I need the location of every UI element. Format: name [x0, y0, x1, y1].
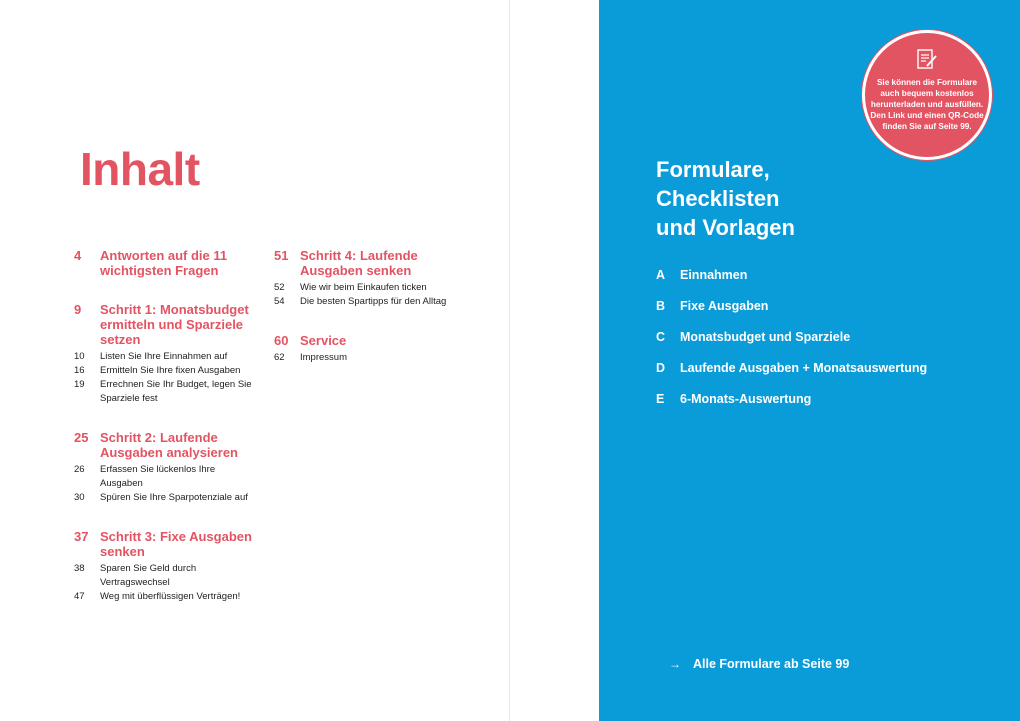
toc-chapter[interactable]	[274, 333, 459, 348]
toc-entry[interactable]	[74, 378, 259, 406]
entry-title: Wie wir beim Einkaufen ticken	[300, 282, 427, 293]
entry-title: Weg mit überflüssigen Verträgen!	[100, 591, 241, 602]
toc-entry[interactable]	[74, 350, 259, 364]
entry-title: Spüren Sie Ihre Sparpotenziale auf	[100, 492, 248, 503]
toc-chapter[interactable]	[74, 248, 259, 278]
entry-title: Die besten Spartipps für den Alltag	[300, 296, 447, 307]
entry-title: Sparen Sie Geld durch Vertragswechsel	[100, 563, 197, 588]
forms-list	[656, 268, 927, 423]
toc-column-2	[274, 248, 459, 389]
form-edit-icon	[914, 47, 940, 73]
toc-group	[274, 248, 459, 309]
toc-group	[74, 430, 259, 505]
form-letter: C	[656, 330, 666, 344]
toc-chapter[interactable]	[74, 302, 259, 347]
chapter-title: Schritt 2: Laufende Ausgaben analysieren	[100, 430, 238, 460]
form-label: Laufende Ausgaben + Monatsauswertung	[680, 361, 928, 375]
entry-page-number: 30	[74, 492, 85, 503]
entry-page-number: 38	[74, 563, 85, 574]
form-letter: B	[656, 299, 666, 313]
chapter-page-number: 37	[74, 529, 89, 544]
gutter	[510, 0, 599, 721]
entry-page-number: 16	[74, 365, 85, 376]
forms-heading-line1: Formulare,	[656, 157, 770, 182]
toc-group	[74, 529, 259, 604]
toc-entry[interactable]	[274, 351, 459, 365]
toc-chapter[interactable]	[274, 248, 459, 278]
forms-heading	[656, 155, 916, 242]
toc-entry[interactable]	[74, 463, 259, 491]
form-item[interactable]	[656, 392, 927, 423]
chapter-page-number: 51	[274, 248, 289, 263]
entry-title: Erfassen Sie lückenlos Ihre Ausgaben	[100, 464, 216, 489]
toc-chapter[interactable]	[74, 529, 259, 559]
form-letter: A	[656, 268, 666, 282]
toc-entry[interactable]	[74, 364, 259, 378]
form-label: Fixe Ausgaben	[680, 299, 769, 313]
chapter-title: Antworten auf die 11 wichtigsten Fragen	[100, 248, 228, 278]
toc-entry[interactable]	[74, 590, 259, 604]
toc-entry[interactable]	[274, 281, 459, 295]
form-item[interactable]	[656, 299, 927, 330]
entry-title: Impressum	[300, 352, 347, 363]
forms-heading-line3: und Vorlagen	[656, 215, 795, 240]
form-label: 6-Monats-Auswertung	[680, 392, 812, 406]
toc-column-1	[74, 248, 259, 628]
toc-group	[274, 333, 459, 365]
badge-text: Sie können die Formulare auch bequem kostenlos herunterladen und ausfüllen. Den Link und einen QR-Code finden Sie auf Seite 99.	[870, 78, 984, 131]
chapter-title: Schritt 4: Laufende Ausgaben senken	[300, 248, 418, 278]
form-label: Einnahmen	[680, 268, 748, 282]
entry-page-number: 47	[74, 591, 85, 602]
entry-page-number: 26	[74, 464, 85, 475]
download-badge	[862, 30, 992, 160]
entry-page-number: 52	[274, 282, 285, 293]
entry-title: Errechnen Sie Ihr Budget, legen Sie Sparziele fest	[100, 379, 252, 404]
form-letter: E	[656, 392, 665, 406]
toc-group	[74, 302, 259, 406]
toc-entry[interactable]	[74, 562, 259, 590]
form-item[interactable]	[656, 361, 927, 392]
form-item[interactable]	[656, 268, 927, 299]
entry-page-number: 62	[274, 352, 285, 363]
all-forms-link-label: Alle Formulare ab Seite 99	[693, 657, 850, 671]
form-letter: D	[656, 361, 666, 375]
chapter-page-number: 9	[74, 302, 82, 317]
toc-entry[interactable]	[74, 491, 259, 505]
form-item[interactable]	[656, 330, 927, 361]
chapter-title: Schritt 3: Fixe Ausgaben senken	[100, 529, 252, 559]
entry-page-number: 19	[74, 379, 85, 390]
chapter-title: Schritt 1: Monatsbudget ermitteln und Sparziele setzen	[100, 302, 249, 347]
entry-page-number: 10	[74, 351, 85, 362]
arrow-right-icon: →	[669, 657, 681, 671]
forms-heading-line2: Checklisten	[656, 186, 780, 211]
toc-entry[interactable]	[274, 295, 459, 309]
page-title: Inhalt	[80, 143, 200, 195]
chapter-title: Service	[300, 333, 347, 348]
all-forms-link[interactable]	[669, 657, 849, 671]
form-label: Monatsbudget und Sparziele	[680, 330, 851, 344]
entry-title: Listen Sie Ihre Einnahmen auf	[100, 351, 228, 362]
toc-chapter[interactable]	[74, 430, 259, 460]
chapter-page-number: 60	[274, 333, 289, 348]
entry-page-number: 54	[274, 296, 285, 307]
toc-group	[74, 248, 259, 278]
chapter-page-number: 4	[74, 248, 82, 263]
entry-title: Ermitteln Sie Ihre fixen Ausgaben	[100, 365, 241, 376]
chapter-page-number: 25	[74, 430, 89, 445]
